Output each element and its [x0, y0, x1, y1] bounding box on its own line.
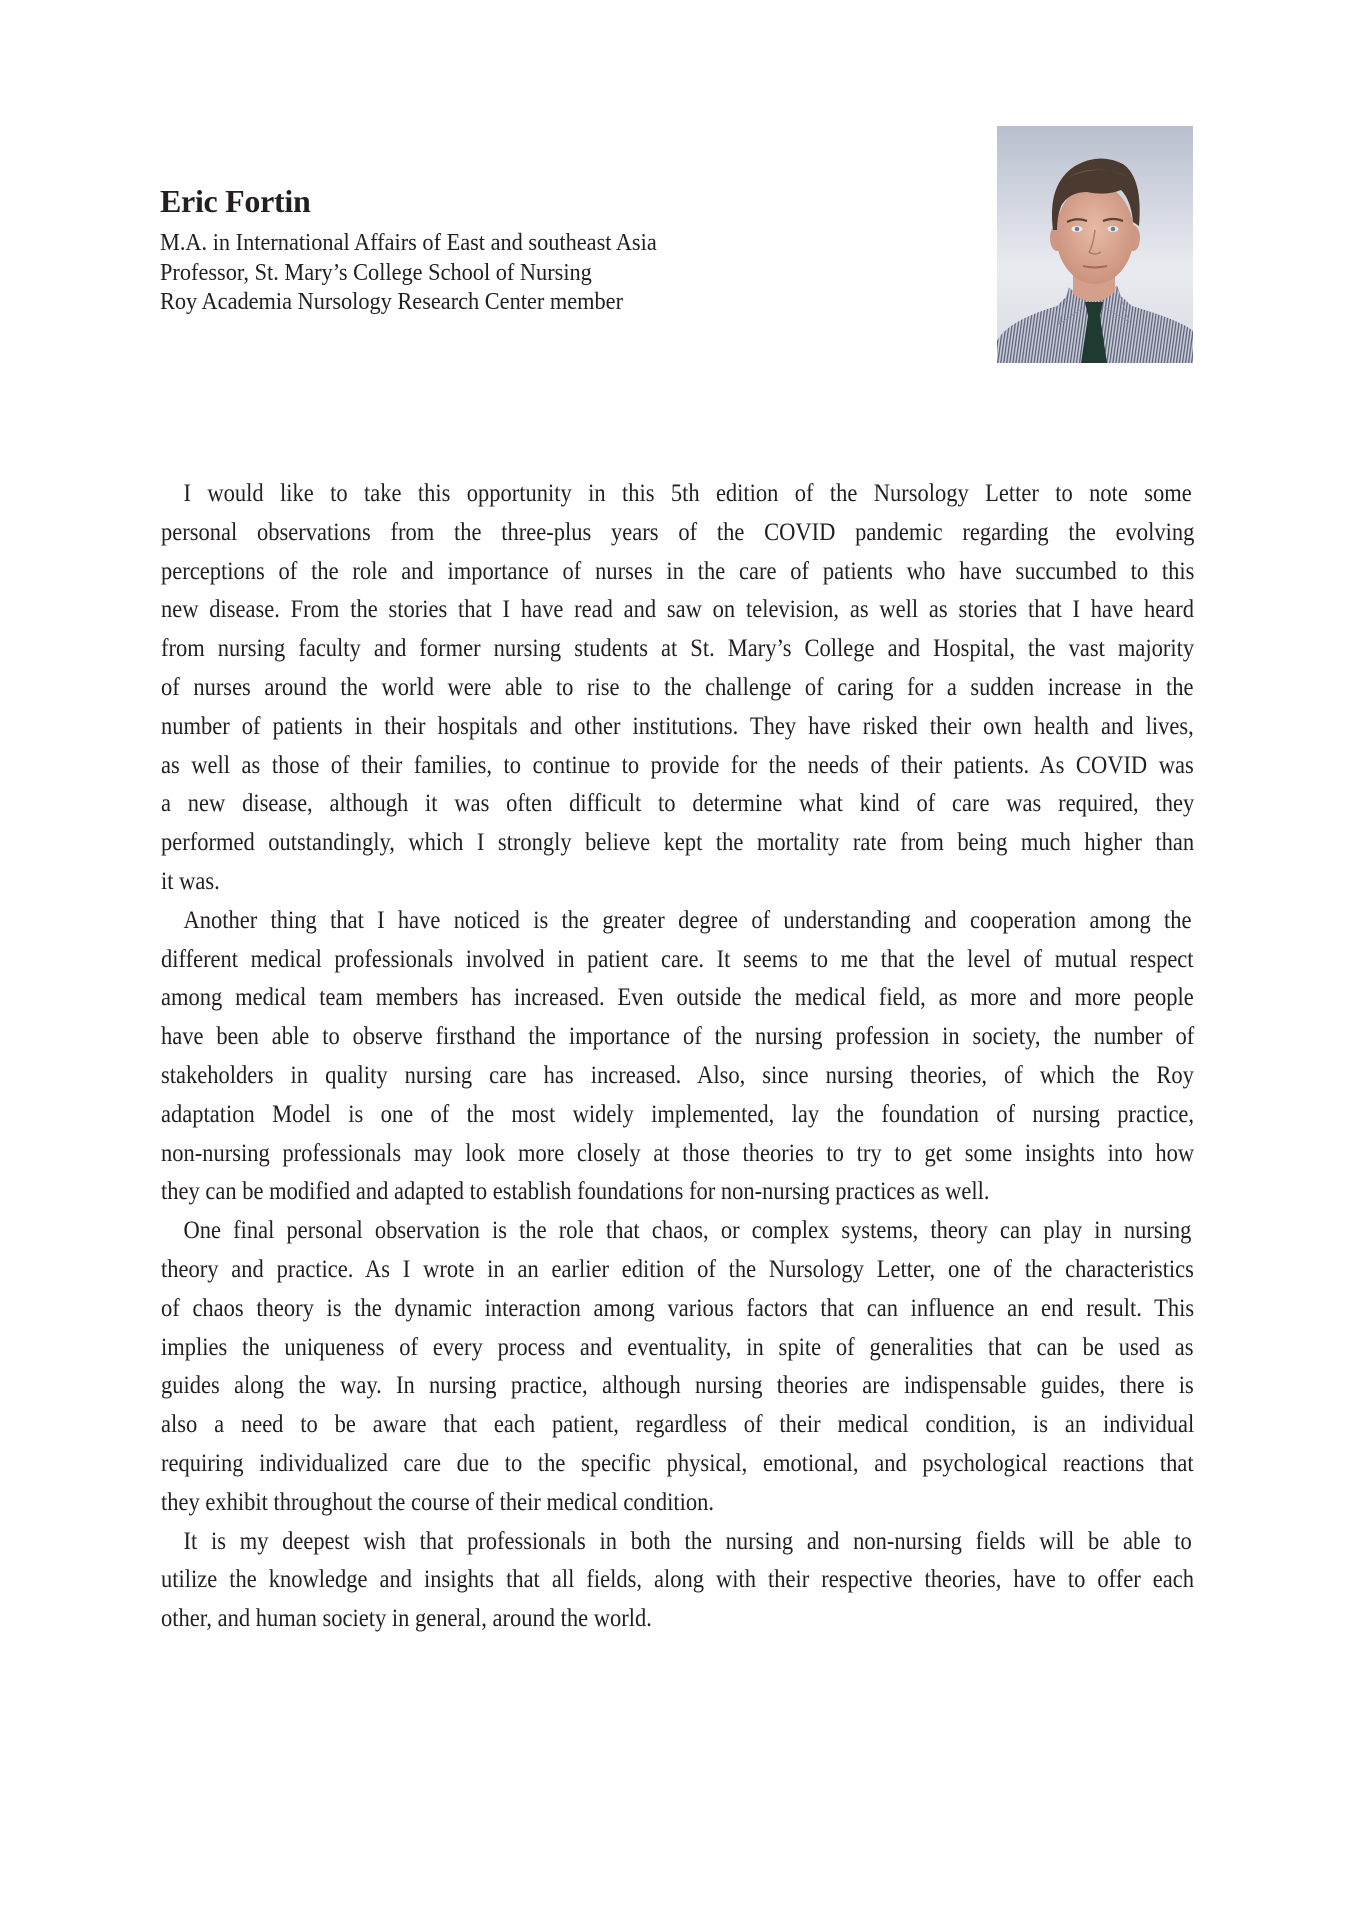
portrait-illustration — [997, 126, 1193, 363]
text-line: guides along the way. In nursing practice, although nursing theories are indispensable guides, there is — [161, 1372, 1194, 1400]
text-line: adaptation Model is one of the most widely implemented, lay the foundation of nursing practice, — [161, 1100, 1195, 1128]
text-line: different medical professionals involved in patient care. It seems to me that the level of mutual respect — [161, 945, 1194, 973]
text-line: a new disease, although it was often difficult to determine what kind of care was required, they — [161, 790, 1195, 818]
text-line: number of patients in their hospitals and other institutions. They have risked their own health and lives, — [161, 712, 1194, 740]
affiliation-degree: M.A. in International Affairs of East and southeast Asia — [160, 230, 657, 256]
text-line: of chaos theory is the dynamic interaction among various factors that can influence an end result. This — [161, 1294, 1195, 1322]
text-line: have been able to observe firsthand the importance of the nursing profession in society, the number of — [161, 1023, 1195, 1051]
text-line: also a need to be aware that each patient, regardless of their medical condition, is an individual — [161, 1411, 1195, 1439]
text-line: other, and human society in general, around the world. — [161, 1605, 652, 1633]
text-line: requiring individualized care due to the specific physical, emotional, and psychological reactions that — [161, 1449, 1194, 1477]
text-line: non-nursing professionals may look more closely at those theories to try to get some insights into how — [161, 1139, 1195, 1167]
text-line: it was. — [161, 867, 220, 895]
paragraph-1 — [161, 475, 1194, 902]
text-line: performed outstandingly, which I strongly believe kept the mortality rate from being much higher than — [161, 829, 1195, 857]
text-line: among medical team members has increased. Even outside the medical field, as more and more people — [161, 984, 1194, 1012]
article-body — [161, 475, 1194, 1639]
text-line: stakeholders in quality nursing care has increased. Also, since nursing theories, of which the Roy — [161, 1061, 1194, 1089]
paragraph-3 — [161, 1212, 1194, 1522]
text-line: of nurses around the world were able to rise to the challenge of caring for a sudden increase in the — [161, 673, 1194, 701]
text-line: perceptions of the role and importance of nurses in the care of patients who have succumbed to this — [161, 557, 1195, 585]
text-line: new disease. From the stories that I have read and saw on television, as well as stories that I have heard — [161, 596, 1195, 624]
affiliation-position: Professor, St. Mary’s College School of Nursing — [160, 259, 592, 286]
paragraph-4 — [161, 1523, 1194, 1639]
text-line: Another thing that I have noticed is the greater degree of understanding and cooperation among the — [183, 906, 1192, 934]
text-line: One final personal observation is the role that chaos, or complex systems, theory can play in nursing — [183, 1217, 1192, 1245]
text-line: implies the uniqueness of every process and eventuality, in spite of generalities that can be used as — [161, 1333, 1194, 1361]
author-affiliations — [160, 229, 694, 318]
text-line: utilize the knowledge and insights that all fields, along with their respective theories, have to offer each — [161, 1566, 1194, 1594]
author-portrait-photo — [997, 126, 1193, 363]
text-line: from nursing faculty and former nursing students at St. Mary’s College and Hospital, the vast majority — [161, 635, 1195, 663]
author-name: Eric Fortin — [160, 183, 311, 219]
affiliation-membership: Roy Academia Nursology Research Center member — [160, 289, 624, 315]
text-line: personal observations from the three-plus years of the COVID pandemic regarding the evolving — [161, 518, 1195, 546]
text-line: they can be modified and adapted to establish foundations for non-nursing practices as well. — [161, 1178, 990, 1206]
text-line: they exhibit throughout the course of their medical condition. — [161, 1488, 714, 1516]
text-line: I would like to take this opportunity in this 5th edition of the Nursology Letter to note some — [183, 480, 1192, 507]
text-line: as well as those of their families, to continue to provide for the needs of their patients. As COVID was — [161, 751, 1194, 779]
paragraph-2 — [161, 902, 1194, 1212]
text-line: It is my deepest wish that professionals in both the nursing and non-nursing fields will be able to — [183, 1527, 1192, 1555]
text-line: theory and practice. As I wrote in an earlier edition of the Nursology Letter, one of the characteristics — [161, 1255, 1194, 1283]
